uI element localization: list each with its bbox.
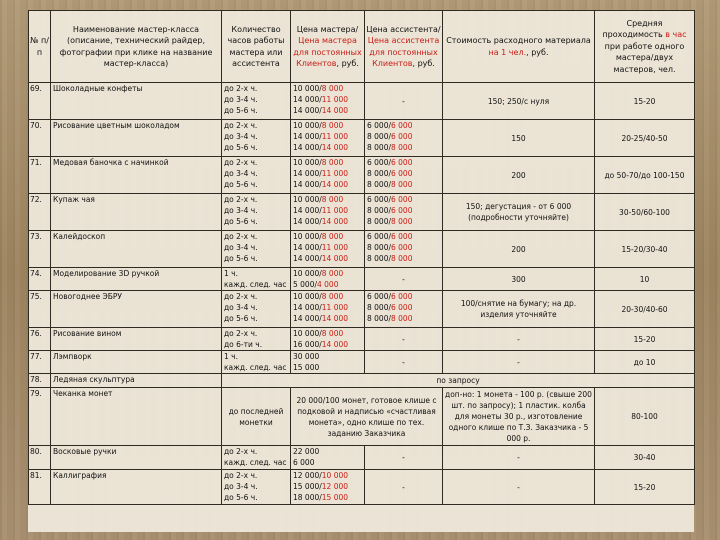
master-price-line — [293, 179, 362, 190]
material-cost-cell: 100/снятие на бумагу; на др. изделия уточняйте — [443, 291, 595, 328]
master-price-line — [293, 339, 362, 350]
master-price-cell: 20 000/100 монет, готовое клише с подковой и надписью «счастливая монета», одно клише по тех. заданию Заказчика — [291, 388, 443, 446]
assistant-price-regular-client: 8 000 — [391, 254, 413, 263]
assistant-price-line — [367, 291, 440, 302]
master-price-regular: 10 000/ — [293, 292, 322, 301]
assistant-price-regular: 8 000/ — [367, 314, 391, 323]
master-price-regular-client: 14 000 — [321, 254, 349, 263]
masterclass-name-link[interactable]: Чеканка монет — [51, 388, 222, 446]
material-cost-cell: - — [443, 351, 595, 374]
assistant-price-regular: 6 000/ — [367, 292, 391, 301]
row-number: 70. — [29, 120, 51, 157]
hours-cell: до последней монетки — [222, 388, 291, 446]
table-row — [29, 157, 695, 194]
hours-line: до 2-х ч. — [224, 84, 258, 93]
master-price-line — [293, 120, 362, 131]
assistant-price-regular: 8 000/ — [367, 169, 391, 178]
assistant-price-regular-client: 6 000 — [391, 195, 413, 204]
table-row — [29, 351, 695, 374]
material-cost-cell: 200 — [443, 231, 595, 268]
masterclass-name-link[interactable]: Калейдоскоп — [51, 231, 222, 268]
masterclass-name-link[interactable]: Каллиграфия — [51, 470, 222, 505]
throughput-cell: 30-40 — [595, 446, 695, 470]
row-number: 78. — [29, 374, 51, 388]
assistant-price-regular: 8 000/ — [367, 143, 391, 152]
hours-line: кажд. след. час — [224, 363, 287, 372]
assistant-price-cell: доп-но: 1 монета - 100 р. (свыше 200 шт. по запросу); 1 пластик. колба для монеты 30 р., изготовление одного клише по Т.З. Заказчика - 5 000 р. — [443, 388, 595, 446]
hours-line: до 5-6 ч. — [224, 493, 258, 502]
master-price-line — [293, 216, 362, 227]
hours-line: до 5-6 ч. — [224, 314, 258, 323]
assistant-price-regular: 8 000/ — [367, 217, 391, 226]
master-price-regular-client: 11 000 — [321, 132, 349, 141]
assistant-price-regular: 8 000/ — [367, 180, 391, 189]
hours-cell — [222, 291, 291, 328]
hours-line: до 3-4 ч. — [224, 303, 258, 312]
table-row — [29, 446, 695, 470]
master-price-regular-client: 8 000 — [321, 84, 344, 93]
master-price-regular: 14 000/ — [293, 206, 322, 215]
assistant-price-cell: - — [365, 268, 443, 291]
throughput-cell: до 10 — [595, 351, 695, 374]
master-price-regular: 14 000/ — [293, 217, 322, 226]
material-cost-cell: - — [443, 446, 595, 470]
hours-line: до 5-6 ч. — [224, 143, 258, 152]
hours-line: до 3-4 ч. — [224, 206, 258, 215]
row-number: 72. — [29, 194, 51, 231]
master-price-regular-client: 11 000 — [321, 206, 349, 215]
hours-cell — [222, 470, 291, 505]
material-cost-cell: 150; дегустация - от 6 000 (подробности уточняйте) — [443, 194, 595, 231]
master-price-regular: 18 000/ — [293, 493, 322, 502]
master-price-cell — [291, 351, 365, 374]
master-price-cell — [291, 268, 365, 291]
master-price-cell — [291, 194, 365, 231]
row-number: 73. — [29, 231, 51, 268]
masterclass-name-link[interactable]: Ледяная скульптура — [51, 374, 222, 388]
master-price-regular: 14 000/ — [293, 169, 322, 178]
hours-line: до 2-х ч. — [224, 121, 258, 130]
master-price-regular: 15 000 — [293, 363, 320, 372]
master-price-regular: 15 000/ — [293, 482, 322, 491]
master-price-line — [293, 83, 362, 94]
master-price-regular-client: 14 000 — [321, 314, 349, 323]
assistant-price-cell — [365, 194, 443, 231]
master-price-cell — [291, 157, 365, 194]
assistant-price-cell: - — [365, 446, 443, 470]
hours-line: до 5-6 ч. — [224, 106, 258, 115]
hours-line: до 6-ти ч. — [224, 340, 263, 349]
hours-line: до 3-4 ч. — [224, 243, 258, 252]
hours-line: 1 ч. — [224, 269, 238, 278]
price-table — [28, 10, 695, 505]
hours-cell — [222, 231, 291, 268]
master-price-regular: 14 000/ — [293, 180, 322, 189]
master-price-cell — [291, 120, 365, 157]
assistant-price-line — [367, 302, 440, 313]
hours-line: до 3-4 ч. — [224, 132, 258, 141]
master-price-line — [293, 457, 362, 468]
assistant-price-regular-client: 6 000 — [391, 232, 413, 241]
row-number: 71. — [29, 157, 51, 194]
master-price-line — [293, 242, 362, 253]
throughput-cell: 20-25/40-50 — [595, 120, 695, 157]
masterclass-name-link[interactable]: Рисование вином — [51, 328, 222, 351]
assistant-price-regular: 8 000/ — [367, 206, 391, 215]
assistant-price-line — [367, 205, 440, 216]
assistant-price-regular: 6 000/ — [367, 158, 391, 167]
master-price-line — [293, 446, 362, 457]
master-price-line — [293, 313, 362, 324]
assistant-price-line — [367, 157, 440, 168]
master-price-regular-client: 14 000 — [321, 143, 349, 152]
assistant-price-regular-client: 6 000 — [391, 169, 413, 178]
price-table-sheet — [28, 10, 694, 532]
throughput-cell: 20-30/40-60 — [595, 291, 695, 328]
hours-cell — [222, 268, 291, 291]
master-price-line — [293, 470, 362, 481]
masterclass-name-link[interactable]: Медовая баночка с начинкой — [51, 157, 222, 194]
table-row — [29, 120, 695, 157]
material-cost-cell: - — [443, 470, 595, 505]
header-price-assistant: Цена ассистента/Цена ассистента для постоянных Клиентов, руб. — [365, 11, 443, 83]
assistant-price-regular-client: 8 000 — [391, 180, 413, 189]
header-row — [29, 11, 695, 83]
master-price-regular-client: 14 000 — [321, 180, 349, 189]
master-price-line — [293, 362, 362, 373]
masterclass-name-link[interactable]: Новогоднее ЭБРУ — [51, 291, 222, 328]
assistant-price-regular: 8 000/ — [367, 132, 391, 141]
master-price-line — [293, 492, 362, 503]
hours-line: до 5-6 ч. — [224, 254, 258, 263]
masterclass-name-link[interactable]: Восковые ручки — [51, 446, 222, 470]
row-number: 80. — [29, 446, 51, 470]
master-price-regular-client: 8 000 — [321, 292, 344, 301]
master-price-regular: 10 000/ — [293, 329, 322, 338]
master-price-line — [293, 279, 362, 290]
hours-cell — [222, 194, 291, 231]
header-name: Наименование мастер-класса (описание, технический райдер, фотографии при клике на название мастер-класса) — [51, 11, 222, 83]
master-price-regular-client: 11 000 — [321, 95, 349, 104]
master-price-regular-client: 14 000 — [321, 106, 349, 115]
hours-line: до 2-х ч. — [224, 292, 258, 301]
assistant-price-line — [367, 242, 440, 253]
master-price-line — [293, 194, 362, 205]
assistant-price-line — [367, 179, 440, 190]
throughput-cell: 15-20 — [595, 83, 695, 120]
hours-line: до 3-4 ч. — [224, 482, 258, 491]
row-number: 79. — [29, 388, 51, 446]
hours-line: до 3-4 ч. — [224, 95, 258, 104]
assistant-price-regular-client: 6 000 — [391, 132, 413, 141]
hours-line: до 3-4 ч. — [224, 169, 258, 178]
master-price-regular-client: 8 000 — [321, 195, 344, 204]
master-price-regular: 14 000/ — [293, 143, 322, 152]
assistant-price-regular-client: 6 000 — [391, 158, 413, 167]
master-price-cell — [291, 470, 365, 505]
hours-cell — [222, 157, 291, 194]
assistant-price-regular-client: 6 000 — [391, 303, 413, 312]
master-price-line — [293, 328, 362, 339]
assistant-price-regular: 8 000/ — [367, 303, 391, 312]
assistant-price-regular-client: 6 000 — [391, 292, 413, 301]
master-price-line — [293, 291, 362, 302]
throughput-cell: 15-20/30-40 — [595, 231, 695, 268]
material-cost-cell: 150 — [443, 120, 595, 157]
assistant-price-regular: 6 000/ — [367, 121, 391, 130]
hours-line: до 5-6 ч. — [224, 217, 258, 226]
master-price-regular: 14 000/ — [293, 243, 322, 252]
master-price-cell — [291, 83, 365, 120]
throughput-cell: 80-100 — [595, 388, 695, 446]
assistant-price-regular-client: 8 000 — [391, 217, 413, 226]
assistant-price-regular: 8 000/ — [367, 243, 391, 252]
assistant-price-cell: - — [365, 328, 443, 351]
hours-line: до 2-х ч. — [224, 329, 258, 338]
material-cost-cell: - — [443, 328, 595, 351]
hours-line: до 2-х ч. — [224, 232, 258, 241]
master-price-regular-client: 15 000 — [321, 493, 349, 502]
material-cost-cell: 200 — [443, 157, 595, 194]
master-price-line — [293, 142, 362, 153]
master-price-regular-client: 8 000 — [321, 232, 344, 241]
master-price-regular: 10 000/ — [293, 121, 322, 130]
table-row — [29, 291, 695, 328]
throughput-cell: 15-20 — [595, 328, 695, 351]
master-price-cell — [291, 446, 365, 470]
master-price-regular: 10 000/ — [293, 195, 322, 204]
hours-cell — [222, 328, 291, 351]
hours-line: до 2-х ч. — [224, 447, 258, 456]
header-hours: Количество часов работы мастера или ассистента — [222, 11, 291, 83]
assistant-price-cell — [365, 231, 443, 268]
hours-line: 1 ч. — [224, 352, 238, 361]
row-number: 74. — [29, 268, 51, 291]
assistant-price-line — [367, 231, 440, 242]
master-price-regular: 14 000/ — [293, 314, 322, 323]
master-price-line — [293, 105, 362, 116]
master-price-regular: 14 000/ — [293, 303, 322, 312]
masterclass-name-link[interactable]: Купаж чая — [51, 194, 222, 231]
master-price-regular: 6 000 — [293, 458, 315, 467]
master-price-regular-client: 4 000 — [317, 280, 339, 289]
hours-line: до 2-х ч. — [224, 471, 258, 480]
assistant-price-cell: - — [365, 470, 443, 505]
throughput-cell: 10 — [595, 268, 695, 291]
master-price-regular: 14 000/ — [293, 254, 322, 263]
assistant-price-regular: 8 000/ — [367, 254, 391, 263]
table-row — [29, 268, 695, 291]
material-cost-cell: 150; 250/с нуля — [443, 83, 595, 120]
assistant-price-cell — [365, 291, 443, 328]
master-price-regular-client: 11 000 — [321, 303, 349, 312]
header-number: № п/п — [29, 11, 51, 83]
throughput-cell: до 50-70/до 100-150 — [595, 157, 695, 194]
table-row — [29, 194, 695, 231]
assistant-price-line — [367, 168, 440, 179]
master-price-regular-client: 11 000 — [321, 169, 349, 178]
master-price-cell — [291, 328, 365, 351]
assistant-price-line — [367, 120, 440, 131]
master-price-line — [293, 231, 362, 242]
hours-line: до 2-х ч. — [224, 195, 258, 204]
master-price-regular-client: 8 000 — [321, 329, 344, 338]
master-price-regular: 12 000/ — [293, 471, 322, 480]
master-price-regular: 10 000/ — [293, 269, 322, 278]
master-price-line — [293, 253, 362, 264]
row-number: 76. — [29, 328, 51, 351]
master-price-line — [293, 131, 362, 142]
assistant-price-regular: 6 000/ — [367, 232, 391, 241]
assistant-price-regular-client: 6 000 — [391, 121, 413, 130]
masterclass-name-link[interactable]: Моделирование 3D ручкой — [51, 268, 222, 291]
master-price-regular: 10 000/ — [293, 158, 322, 167]
assistant-price-cell: - — [365, 83, 443, 120]
hours-line: кажд. след. час — [224, 280, 287, 289]
assistant-price-cell: - — [365, 351, 443, 374]
master-price-cell — [291, 231, 365, 268]
master-price-regular-client: 12 000 — [321, 482, 349, 491]
master-price-regular-client: 8 000 — [321, 269, 344, 278]
master-price-line — [293, 157, 362, 168]
master-price-line — [293, 168, 362, 179]
assistant-price-regular-client: 6 000 — [391, 243, 413, 252]
hours-line: кажд. след. час — [224, 458, 287, 467]
masterclass-name-link[interactable]: Шоколадные конфеты — [51, 83, 222, 120]
assistant-price-regular: 6 000/ — [367, 195, 391, 204]
assistant-price-regular-client: 8 000 — [391, 143, 413, 152]
masterclass-name-link[interactable]: Лэмпворк — [51, 351, 222, 374]
assistant-price-regular-client: 8 000 — [391, 314, 413, 323]
master-price-regular: 16 000/ — [293, 340, 322, 349]
master-price-regular-client: 14 000 — [321, 217, 349, 226]
table-row — [29, 231, 695, 268]
master-price-regular: 14 000/ — [293, 132, 322, 141]
table-row — [29, 83, 695, 120]
row-number: 77. — [29, 351, 51, 374]
master-price-regular: 14 000/ — [293, 95, 322, 104]
master-price-regular-client: 8 000 — [321, 121, 344, 130]
row-number: 75. — [29, 291, 51, 328]
header-throughput: Средняя проходимость в час при работе одного мастера/двух мастеров, чел. — [595, 11, 695, 83]
master-price-cell — [291, 291, 365, 328]
master-price-regular-client: 8 000 — [321, 158, 344, 167]
master-price-regular-client: 10 000 — [321, 471, 349, 480]
masterclass-name-link[interactable]: Рисование цветным шоколадом — [51, 120, 222, 157]
assistant-price-regular-client: 6 000 — [391, 206, 413, 215]
master-price-regular: 30 000 — [293, 352, 320, 361]
row-number: 69. — [29, 83, 51, 120]
hours-cell — [222, 351, 291, 374]
header-material-cost: Стоимость расходного материала на 1 чел., руб. — [443, 11, 595, 83]
assistant-price-line — [367, 142, 440, 153]
throughput-cell: 30-50/60-100 — [595, 194, 695, 231]
master-price-regular: 22 000 — [293, 447, 320, 456]
assistant-price-line — [367, 131, 440, 142]
master-price-regular: 14 000/ — [293, 106, 322, 115]
assistant-price-line — [367, 253, 440, 264]
assistant-price-line — [367, 313, 440, 324]
assistant-price-cell — [365, 157, 443, 194]
table-row — [29, 470, 695, 505]
hours-cell — [222, 83, 291, 120]
master-price-line — [293, 351, 362, 362]
material-cost-cell: 300 — [443, 268, 595, 291]
master-price-line — [293, 302, 362, 313]
master-price-regular: 10 000/ — [293, 84, 322, 93]
table-row — [29, 388, 695, 446]
master-price-line — [293, 205, 362, 216]
hours-line: до 2-х ч. — [224, 158, 258, 167]
table-row — [29, 374, 695, 388]
master-price-regular-client: 11 000 — [321, 243, 349, 252]
assistant-price-cell — [365, 120, 443, 157]
row-number: 81. — [29, 470, 51, 505]
assistant-price-line — [367, 194, 440, 205]
hours-cell — [222, 446, 291, 470]
header-price-master: Цена мастера/Цена мастера для постоянных Клиентов, руб. — [291, 11, 365, 83]
master-price-line — [293, 481, 362, 492]
hours-line: до 5-6 ч. — [224, 180, 258, 189]
hours-cell — [222, 120, 291, 157]
assistant-price-line — [367, 216, 440, 227]
master-price-line — [293, 268, 362, 279]
master-price-regular-client: 14 000 — [321, 340, 349, 349]
master-price-line — [293, 94, 362, 105]
master-price-regular: 5 000/ — [293, 280, 317, 289]
throughput-cell: 15-20 — [595, 470, 695, 505]
by-request-cell: по запросу — [222, 374, 695, 388]
master-price-regular: 10 000/ — [293, 232, 322, 241]
table-row — [29, 328, 695, 351]
